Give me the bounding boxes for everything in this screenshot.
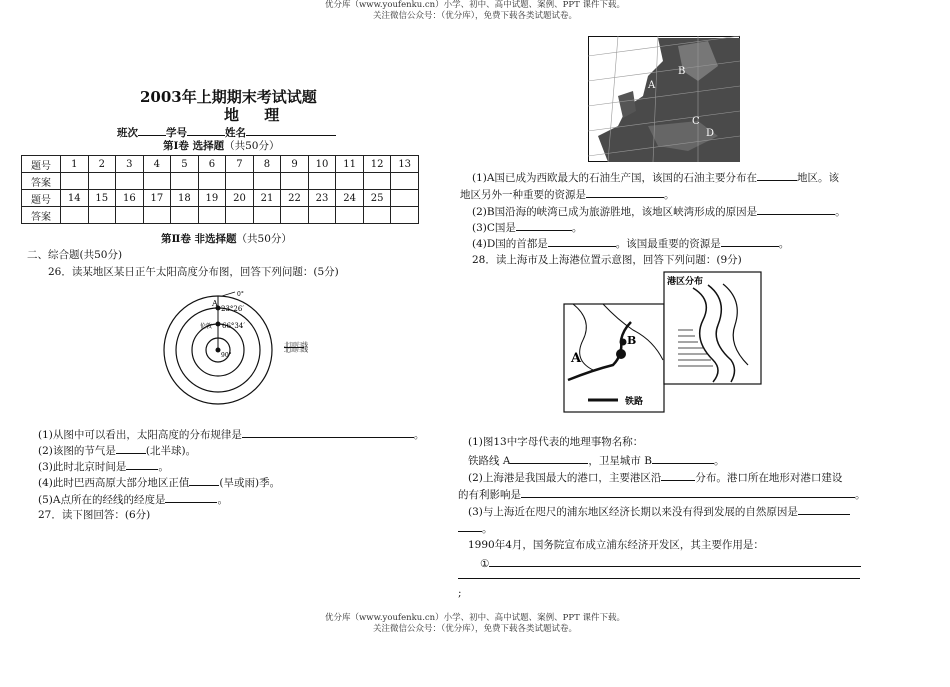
q27-sub4-blank2[interactable]	[721, 235, 779, 247]
q28-prompt: 28．读上海市及上海港位置示意图，回答下列问题：(9分)	[472, 254, 742, 266]
number-field[interactable]	[187, 124, 225, 136]
answer-cell[interactable]	[171, 173, 199, 190]
railway-label: 铁路	[625, 397, 644, 407]
q26-sub1-blank[interactable]	[242, 426, 414, 438]
q27-sub1-blank1[interactable]	[757, 169, 797, 181]
q26-sub2-tail: (北半球)。	[145, 445, 197, 457]
answer-cell[interactable]	[143, 173, 171, 190]
question-number: 18	[171, 190, 199, 207]
q27-sub1-text2: 地区另外一种重要的资源是	[460, 189, 586, 201]
question-number: 9	[281, 156, 309, 173]
q27-sub1-line1	[472, 169, 839, 185]
answer-cell[interactable]	[336, 207, 364, 224]
q26-sub2-blank[interactable]	[116, 442, 146, 454]
q28-sub2-blank1[interactable]	[661, 469, 695, 481]
q28-sub3-line2: 。	[458, 520, 493, 536]
q28-sub1-blank1[interactable]	[510, 452, 588, 464]
q27-sub3: (3)C国是 。	[472, 219, 582, 235]
answer-cell[interactable]	[253, 207, 281, 224]
map-label-b: B	[678, 66, 686, 77]
part1-score: （共50分）	[224, 140, 280, 152]
answer-cell[interactable]	[391, 207, 419, 224]
label-tropic: 北回归线	[284, 347, 309, 354]
q28-sub2-tail: 分布。港口所在地形对港口建设	[695, 472, 843, 484]
q26-prompt: 26．读某地区某日正午太阳高度分布图，回答下列问题：(5分)	[48, 266, 339, 278]
section2-heading: 二、综合题(共50分)	[27, 249, 123, 261]
tropic-label: 北回归线	[284, 342, 309, 349]
exam-subject: 地 理	[224, 106, 290, 124]
answer-cell[interactable]	[198, 173, 226, 190]
q28-circle1-label: ①	[480, 558, 490, 570]
q26-sub3: (3)此时北京时间是 。	[38, 458, 169, 474]
name-label: 姓名	[225, 127, 246, 139]
question-number: 23	[308, 190, 336, 207]
q27-sub4-blank1[interactable]	[548, 235, 616, 247]
q27-sub4-text: (4)D国的首都是	[472, 238, 548, 250]
question-number: 4	[143, 156, 171, 173]
map-label-b: B	[627, 334, 637, 347]
leader-line	[222, 292, 235, 296]
answer-cell[interactable]	[336, 173, 364, 190]
class-field[interactable]	[138, 124, 166, 136]
q26-sub3-blank[interactable]	[126, 458, 158, 470]
student-info	[117, 124, 336, 140]
label-angle-center: 90°	[221, 352, 232, 359]
map-label-a: A	[648, 80, 656, 91]
q28-circle1	[480, 555, 861, 571]
q28-sub4: 1990年4月，国务院宣布成立浦东经济开发区，其主要作用是：	[468, 539, 764, 551]
answer-table	[21, 155, 419, 224]
question-number: 6	[198, 156, 226, 173]
q27-sub1-text: (1)A国已成为西欧最大的石油生产国，该国的石油主要分布在	[472, 172, 757, 184]
question-number: 20	[226, 190, 254, 207]
q26-sub5: (5)A点所在的经线的经度是 。	[38, 491, 228, 507]
question-number: 1	[61, 156, 89, 173]
q27-prompt: 27．读下图回答：(6分)	[38, 509, 151, 521]
answer-cell[interactable]	[391, 173, 419, 190]
question-number: 19	[198, 190, 226, 207]
q27-sub4-tail: 。该国最重要的资源是	[615, 238, 721, 250]
question-number: 10	[308, 156, 336, 173]
q28-sub1-blank2[interactable]	[652, 452, 714, 464]
q26-sub2-text: (2)该图的节气是	[38, 445, 116, 457]
question-number: 22	[281, 190, 309, 207]
q27-sub1-tail: 地区。该	[796, 172, 839, 184]
header-note-line1: 优分库（www.youfenku.cn）小学、初中、高中试题、案例、PPT 课件下载。	[325, 0, 625, 10]
answer-cell[interactable]	[281, 207, 309, 224]
label-angle-top: 0°	[237, 291, 244, 298]
inset-label: 港区分布	[667, 277, 704, 287]
q27-sub4: (4)D国的首都是 。该国最重要的资源是 。	[472, 235, 789, 251]
q28-sub1: 铁路线 A ，卫星城市 B 。	[468, 452, 724, 468]
q26-sub1-text: (1)从图中可以看出，太阳高度的分布规律是	[38, 429, 242, 441]
q26-sub3-text: (3)此时北京时间是	[38, 461, 127, 473]
answer-line[interactable]	[458, 578, 860, 579]
answer-cell[interactable]	[226, 207, 254, 224]
answer-cell[interactable]	[171, 207, 199, 224]
q26-sub1: (1)从图中可以看出，太阳高度的分布规律是 。	[38, 426, 424, 442]
answer-cell[interactable]	[116, 207, 144, 224]
q28-sub2-blank2[interactable]	[521, 486, 855, 498]
label-angle1: 23°26′	[221, 305, 244, 313]
question-number: 21	[253, 190, 281, 207]
question-number: 8	[253, 156, 281, 173]
q26-sub2	[38, 442, 196, 458]
semicolon: ;	[458, 587, 462, 599]
answer-cell[interactable]	[363, 173, 391, 190]
answer-cell[interactable]	[308, 173, 336, 190]
q27-sub2-text: (2)B国沿海的峡湾已成为旅游胜地，该地区峡湾形成的原因是	[472, 206, 758, 218]
answer-cell[interactable]	[281, 173, 309, 190]
class-label: 班次	[117, 127, 138, 139]
q28-sub2-line1	[468, 469, 842, 485]
q27-sub2-blank[interactable]	[757, 203, 835, 215]
number-label: 学号	[166, 127, 187, 139]
q26-sub4-text: (4)此时巴西高原大部分地区正值	[38, 477, 190, 489]
table-row	[22, 190, 419, 207]
part1-title: 第Ⅰ卷 选择题	[163, 140, 225, 152]
q27-sub1-blank2[interactable]	[586, 186, 664, 198]
q26-sub5-blank[interactable]	[165, 491, 217, 503]
answer-label: 答案	[22, 207, 61, 224]
row-label: 题号	[22, 156, 61, 173]
center-point	[216, 348, 221, 353]
footer-note-line1: 优分库（www.youfenku.cn）小学、初中、高中试题、案例、PPT 课件下载。	[325, 613, 625, 623]
q28-sub3-blank2[interactable]	[458, 520, 482, 532]
question-number: 13	[391, 156, 419, 173]
question-number: 2	[88, 156, 116, 173]
q27-sub2: (2)B国沿海的峡湾已成为旅游胜地，该地区峡湾形成的原因是 。	[472, 203, 846, 219]
question-number: 12	[363, 156, 391, 173]
question-number: 16	[116, 190, 144, 207]
sun-altitude-diagram	[160, 290, 309, 410]
q28-sub2-text2: 的有利影响是	[458, 489, 521, 501]
row-label: 题号	[22, 190, 61, 207]
part2-heading	[161, 232, 292, 246]
question-number: 17	[143, 190, 171, 207]
name-field[interactable]	[246, 124, 336, 136]
point-london	[216, 322, 221, 327]
q27-sub3-blank[interactable]	[516, 219, 572, 231]
q28-sub2-line2: 的有利影响是 。	[458, 486, 866, 502]
part1-heading	[163, 139, 279, 153]
q28-sub2-text: (2)上海港是我国最大的港口，主要港区沿	[468, 472, 662, 484]
question-number: 14	[61, 190, 89, 207]
label-angle2: 66°34′	[222, 322, 245, 330]
q28-sub3-blank1[interactable]	[798, 503, 850, 515]
answer-cell[interactable]	[143, 207, 171, 224]
footer-note-line2: 关注微信公众号：（优分库），免费下载各类试题试卷。	[372, 624, 577, 634]
q27-sub1-line2: 地区另外一种重要的资源是 。	[460, 186, 675, 202]
answer-cell[interactable]	[363, 207, 391, 224]
answer-cell[interactable]	[88, 207, 116, 224]
answer-cell[interactable]	[61, 173, 89, 190]
answer-cell[interactable]	[61, 207, 89, 224]
q26-sub4-blank[interactable]	[189, 474, 219, 486]
question-number: 5	[171, 156, 199, 173]
answer-cell[interactable]	[253, 173, 281, 190]
question-number: 3	[116, 156, 144, 173]
answer-label: 答案	[22, 173, 61, 190]
answer-cell[interactable]	[308, 207, 336, 224]
label-london: 伦敦	[200, 323, 213, 330]
q27-sub3-text: (3)C国是	[472, 222, 516, 234]
q28-circle1-blank[interactable]	[489, 555, 861, 567]
q26-sub4-tail: (旱或雨)季。	[219, 477, 281, 489]
city-point-b	[620, 339, 627, 346]
part2-score: （共50分）	[236, 233, 292, 245]
map-label-c: C	[692, 116, 700, 127]
question-number: 15	[88, 190, 116, 207]
answer-cell[interactable]	[198, 207, 226, 224]
answer-cell[interactable]	[116, 173, 144, 190]
q28-sub3-line1	[468, 503, 850, 519]
table-row	[22, 156, 419, 173]
question-number	[391, 190, 419, 207]
header-note-line2: 关注微信公众号：（优分库），免费下载各类试题试卷。	[372, 11, 577, 21]
answer-cell[interactable]	[226, 173, 254, 190]
q28-sub3-text: (3)与上海近在咫尺的浦东地区经济长期以来没有得到发展的自然原因是	[468, 506, 798, 518]
q28-caption: (1)图13中字母代表的地理事物名称：	[468, 436, 644, 448]
q28-sub1-text: 铁路线 A	[468, 455, 511, 467]
question-number: 11	[336, 156, 364, 173]
table-row	[22, 207, 419, 224]
q28-sub1-text2: ，卫星城市 B	[588, 455, 652, 467]
label-a: A	[212, 299, 218, 308]
exam-title: 2003年上期期末考试试题	[140, 88, 317, 106]
question-number: 7	[226, 156, 254, 173]
q26-sub4	[38, 474, 280, 490]
map-label-d: D	[706, 128, 715, 139]
europe-map	[588, 36, 740, 162]
q26-sub5-text: (5)A点所在的经线的经度是	[38, 494, 166, 506]
shanghai-map	[563, 270, 763, 416]
table-row	[22, 173, 419, 190]
part2-title: 第Ⅱ卷 非选择题	[161, 233, 237, 245]
question-number: 25	[363, 190, 391, 207]
answer-cell[interactable]	[88, 173, 116, 190]
question-number: 24	[336, 190, 364, 207]
map-label-a: A	[571, 351, 582, 366]
city-point	[616, 349, 626, 359]
